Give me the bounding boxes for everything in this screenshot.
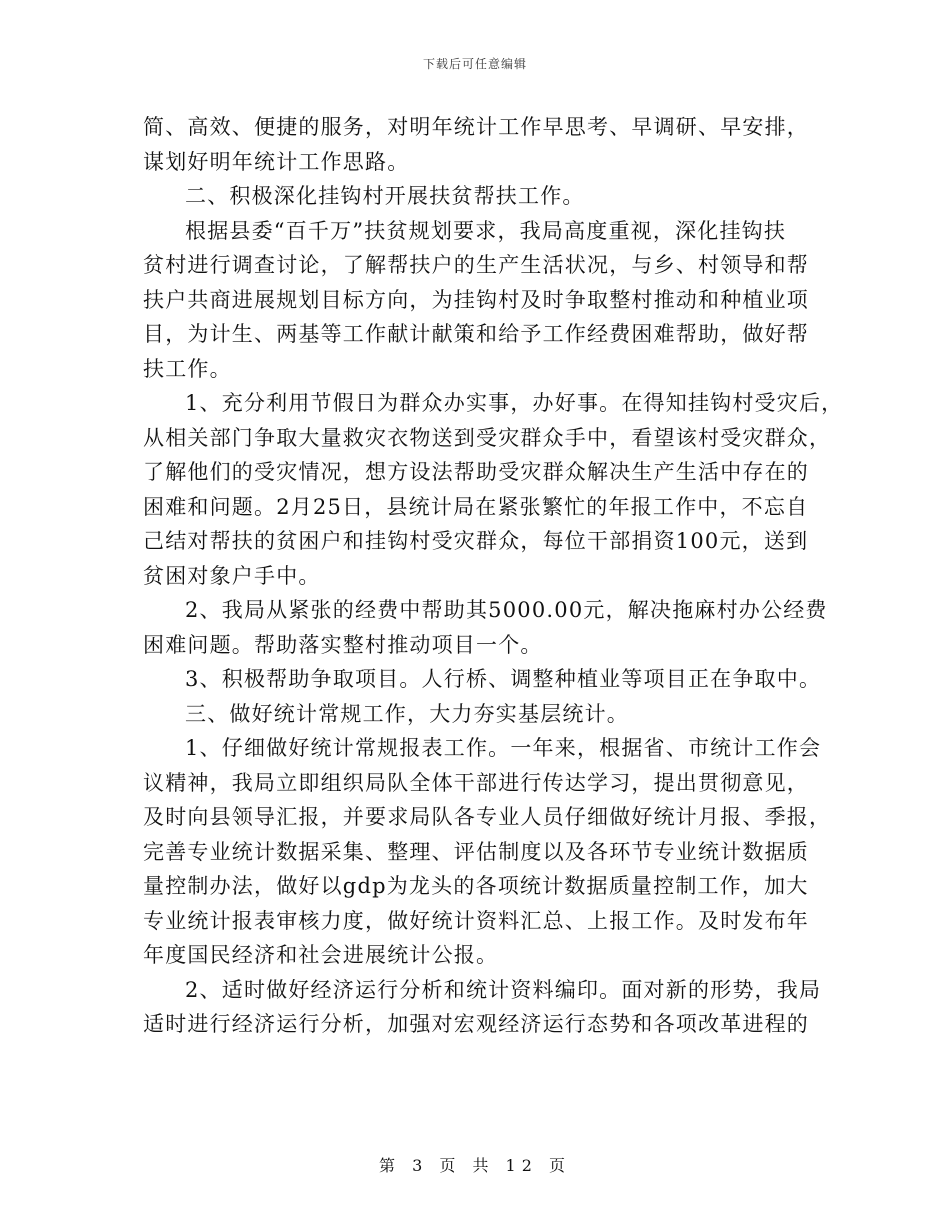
body-line: 完善专业统计数据采集、整理、评估制度以及各环节专业统计数据质 [143, 839, 809, 864]
body-line: 适时进行经济运行分析，加强对宏观经济运行态势和各项改革进程的 [143, 1012, 809, 1036]
body-line: 困难和问题。2月25日，县统计局在紧张繁忙的年报工作中，不忘自 [143, 494, 809, 519]
body-line: 三、做好统计常规工作，大力夯实基层统计。 [185, 701, 629, 726]
page-footer: 第 3 页 共 12 页 [379, 1156, 571, 1175]
body-line: 年度国民经济和社会进展统计公报。 [143, 943, 499, 967]
body-line: 及时向县领导汇报，并要求局队各专业人员仔细做好统计月报、季报， [143, 805, 832, 829]
body-line: 扶户共商进展规划目标方向，为挂钩村及时争取整村推动和种植业项 [143, 287, 809, 312]
body-line: 贫困对象户手中。 [143, 563, 321, 588]
body-line: 扶工作。 [143, 356, 232, 381]
body-line: 议精神，我局立即组织局队全体干部进行传达学习，提出贯彻意见， [143, 770, 809, 795]
body-line: 3、积极帮助争取项目。人行桥、调整种植业等项目正在争取中。 [185, 667, 822, 691]
body-line: 1、充分利用节假日为群众办实事，办好事。在得知挂钩村受灾后， [185, 391, 844, 415]
body-line: 贫村进行调查讨论，了解帮扶户的生产生活状况，与乡、村领导和帮 [143, 253, 809, 277]
body-line: 量控制办法，做好以gdp为龙头的各项统计数据质量控制工作，加大 [143, 874, 809, 898]
body-line: 二、积极深化挂钩村开展扶贫帮扶工作。 [185, 184, 585, 208]
document-body [143, 110, 844, 1042]
page-header: 下载后可任意编辑 [422, 57, 527, 71]
body-line: 1、仔细做好统计常规报表工作。一年来，根据省、市统计工作会 [185, 736, 822, 760]
body-line: 己结对帮扶的贫困户和挂钩村受灾群众，每位干部捐资100元，送到 [143, 529, 809, 553]
body-line: 专业统计报表审核力度，做好统计资料汇总、上报工作。及时发布年 [143, 908, 809, 933]
body-line: 从相关部门争取大量救灾衣物送到受灾群众手中，看望该村受灾群众， [143, 425, 832, 450]
body-line: 2、适时做好经济运行分析和统计资料编印。面对新的形势，我局 [185, 977, 822, 1002]
body-line: 2、我局从紧张的经费中帮助其5000.00元，解决拖麻村办公经费 [185, 598, 828, 622]
body-line: 目，为计生、两基等工作献计献策和给予工作经费困难帮助，做好帮 [143, 322, 809, 346]
body-line: 谋划好明年统计工作思路。 [143, 149, 410, 174]
body-line: 困难问题。帮助落实整村推动项目一个。 [143, 632, 543, 657]
body-line: 了解他们的受灾情况，想方设法帮助受灾群众解决生产生活中存在的 [143, 460, 809, 484]
body-line: 根据县委“百千万”扶贫规划要求，我局高度重视，深化挂钩扶 [185, 218, 787, 243]
body-line: 简、高效、便捷的服务，对明年统计工作早思考、早调研、早安排， [143, 115, 809, 139]
